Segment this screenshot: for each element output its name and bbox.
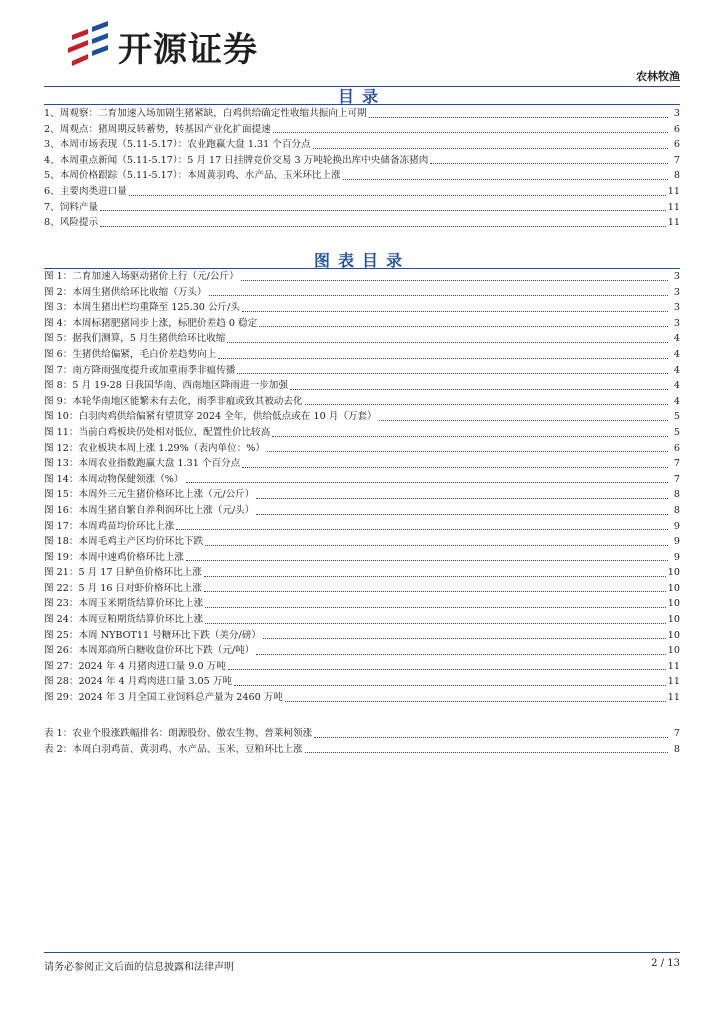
toc-entry[interactable] [44,200,680,216]
dot-leader [242,466,668,468]
toc-entry-number: 1、 [44,108,60,119]
figure-entry-number: 图 15： [44,489,79,501]
figure-entry-text[interactable]: 本周标猪肥猪同步上涨，标肥价差趋 0 稳定 [72,317,258,329]
figure-entry[interactable] [44,674,680,690]
figure-entry-number: 图 29： [44,692,79,704]
toc-title: 目录 [337,87,386,106]
figure-entry-text[interactable]: 白羽肉鸡供给偏紧有望贯穿 2024 全年，供给低点或在 10 月（万套） [78,411,377,423]
dot-leader [273,131,668,133]
figure-entry[interactable] [44,565,680,581]
toc-entry-number: 7、 [44,201,60,213]
toc-entry[interactable] [44,215,680,231]
figure-entry[interactable] [44,300,680,316]
figure-entry-text[interactable]: 当前白鸡板块仍处相对低位，配置性价比较高 [78,426,271,438]
figure-entry-page[interactable]: 3 [673,286,680,298]
figure-entry-text[interactable]: 本周动物保健领涨（%） [78,473,184,485]
figure-entry-page[interactable]: 9 [673,536,680,548]
toc-entry-page[interactable]: 8 [673,170,680,182]
figure-entry[interactable] [44,425,680,441]
figure-entry-page[interactable]: 8 [673,504,680,516]
figure-entry[interactable] [44,487,680,503]
table-entry-text[interactable]: 本周白羽鸡苗、黄羽鸡、水产品、玉米、豆粕环比上涨 [72,743,303,755]
brand-logo-icon [66,21,110,71]
figure-entry-page[interactable]: 10 [667,629,680,641]
figure-entry-page[interactable]: 3 [673,302,680,314]
dot-leader [256,513,668,515]
dot-leader [227,341,668,343]
toc-entry-number: 4、 [44,154,60,166]
figure-entry[interactable] [44,285,680,301]
figure-entry[interactable] [44,550,680,566]
figure-entry-page[interactable]: 6 [673,442,680,454]
dot-leader [314,736,668,738]
figure-entry-text[interactable]: 5 月 17 日鲈鱼价格环比上涨 [78,567,202,579]
dot-leader [176,528,668,530]
toc-entry-text[interactable]: 饲料产量 [59,201,99,213]
figure-entry-number: 图 22： [44,582,79,594]
figure-entry[interactable] [44,472,680,488]
figure-entry[interactable] [44,394,680,410]
figure-entry-number: 图 7： [44,364,73,376]
figure-entry[interactable] [44,596,680,612]
table-list [44,726,680,757]
dot-leader [241,279,668,281]
figure-entry-text[interactable]: 本周玉米期货结算价环比上涨 [78,598,204,610]
dot-leader [256,497,668,499]
dot-leader [285,700,666,702]
toc-entry[interactable] [44,122,680,138]
figure-entry-number: 图 4： [44,317,73,329]
figure-entry-text[interactable]: 2024 年 4 月猪肉进口量 9.0 万吨 [78,660,226,672]
figure-entry[interactable] [44,363,680,379]
toc-entry[interactable] [44,184,680,200]
toc-entry-number: 8、 [44,217,60,229]
figure-entry-page[interactable]: 10 [667,567,680,579]
figure-entry[interactable] [44,519,680,535]
dot-leader [256,653,665,655]
figure-entry-page[interactable]: 10 [667,645,680,657]
figure-entry[interactable] [44,643,680,659]
toc-entry-text[interactable]: 本周重点新闻（5.11-5.17）：5 月 17 日挂牌竞价交易 3 万吨轮换出库中央储备冻猪肉 [59,154,429,166]
dot-leader [379,419,668,421]
dot-leader [369,116,668,118]
figure-entry[interactable] [44,316,680,332]
dot-leader [234,684,666,686]
figure-entry-text[interactable]: 本周中速鸡价格环比上涨 [78,551,184,563]
figure-entry-page[interactable]: 3 [673,271,680,282]
table-entry-page[interactable]: 7 [673,728,680,739]
toc-entry[interactable] [44,168,680,184]
figure-entry-number: 图 26： [44,645,79,657]
dot-leader [305,751,668,753]
figure-entry-number: 图 1： [44,271,73,282]
toc-entry-text[interactable]: 周观点：猪周期反转蓄势，转基因产业化扩面提速 [59,123,271,135]
figure-entry-text[interactable]: 本周生猪自繁自养利润环比上涨（元/头） [78,504,255,516]
figure-entry[interactable] [44,690,680,706]
footer-disclaimer: 请务必参阅正文后面的信息披露和法律声明 [44,962,234,973]
figure-entry-text[interactable]: 生猪供给偏紧，毛白价差趋势向上 [72,348,217,360]
figure-entry-page[interactable]: 7 [673,473,680,485]
figure-entry-number: 图 18： [44,536,79,548]
dot-leader [237,372,668,374]
dot-leader [272,435,668,437]
dot-leader [263,637,666,639]
figure-entry-text[interactable]: 本周 NYBOT11 号糖环比下跌（美分/磅） [78,629,261,641]
figure-entry-number: 图 19： [44,551,79,563]
figure-entry-page[interactable]: 9 [673,520,680,532]
figure-entry-text[interactable]: 本周毛鸡主产区均价环比下跌 [78,536,204,548]
figure-entry[interactable] [44,378,680,394]
toc-entry-text[interactable]: 本周价格跟踪（5.11-5.17）：本周黄羽鸡、水产品、玉米环比上涨 [59,170,341,182]
figure-entry-text[interactable]: 南方降雨强度提升或加重雨季非瘟传播 [72,364,236,376]
figure-entry-text[interactable]: 本周豆粕期货结算价环比上涨 [78,614,204,626]
page-header [0,0,724,92]
figure-entry-number: 图 13： [44,458,79,470]
dot-leader [218,357,668,359]
figure-entry[interactable] [44,269,680,285]
toc-entry-page[interactable]: 11 [667,201,680,213]
figure-entry-page[interactable]: 11 [667,676,680,688]
figure-entry-number: 图 17： [44,520,79,532]
figure-entry-page[interactable]: 11 [667,692,680,704]
toc-entry-number: 6、 [44,185,60,197]
figure-entry-number: 图 2： [44,286,73,298]
figure-entry-number: 图 28： [44,676,79,688]
figure-entry-page[interactable]: 4 [673,348,680,360]
figure-entry-page[interactable]: 10 [667,614,680,626]
figure-entry-number: 图 12： [44,442,79,454]
figure-entry-text[interactable]: 本周农业指数跑赢大盘 1.31 个百分点 [78,458,241,470]
toc-entry-text[interactable]: 本周市场表现（5.11-5.17）：农业跑赢大盘 1.31 个百分点 [59,139,311,151]
figure-entry-number: 图 5： [44,333,73,345]
figure-entry-text[interactable]: 2024 年 4 月鸡肉进口量 3.05 万吨 [78,676,232,688]
dot-leader [205,606,666,608]
figure-entry-number: 图 27： [44,660,79,672]
dot-leader [290,388,668,390]
figure-entry-number: 图 3： [44,302,73,314]
toc-entry-page[interactable]: 3 [673,108,680,119]
figure-entry-text[interactable]: 2024 年 3 月全国工业饲料总产量为 2460 万吨 [78,692,283,704]
figure-entry[interactable] [44,628,680,644]
toc-entry-page[interactable]: 7 [673,154,680,166]
dot-leader [228,668,666,670]
figure-entry[interactable] [44,347,680,363]
dot-leader [305,403,668,405]
figure-entry-number: 图 6： [44,348,73,360]
table-entry-text[interactable]: 农业个股涨跌幅排名：朗源股份、傲农生物、普莱柯领涨 [72,728,313,739]
figure-entry-text[interactable]: 本周鸡苗均价环比上涨 [78,520,175,532]
toc-entry-page[interactable]: 6 [673,123,680,135]
figure-entry[interactable] [44,534,680,550]
figure-entry-page[interactable]: 4 [673,395,680,407]
figure-entry[interactable] [44,456,680,472]
figure-list [44,269,680,706]
dot-leader [343,178,668,180]
figure-entry-text[interactable]: 据我们测算，5 月生猪供给环比收缩 [72,333,226,345]
table-entry-number: 表 1： [44,728,73,739]
toc-entry[interactable] [44,153,680,169]
figure-entry[interactable] [44,581,680,597]
dot-leader [186,481,668,483]
toc-entry-number: 5、 [44,170,60,182]
figure-entry-number: 图 16： [44,504,79,516]
figure-entry-number: 图 23： [44,598,79,610]
figure-entry-page[interactable]: 4 [673,380,680,392]
toc-entry-text[interactable]: 主要肉类进口量 [59,185,127,197]
figure-entry-text[interactable]: 本周郑商所白糖收盘价环比下跌（元/吨） [78,645,255,657]
figure-entry-number: 图 9： [44,395,73,407]
figure-entry[interactable] [44,503,680,519]
figure-entry-text[interactable]: 5 月 16 日对虾价格环比上涨 [78,582,202,594]
figure-entry-page[interactable]: 8 [673,489,680,501]
figure-entry[interactable] [44,612,680,628]
figure-entry-text[interactable]: 本周外三元生猪价格环比上涨（元/公斤） [78,489,255,501]
figure-entry-text[interactable]: 二育加速入场驱动猪价上行（元/公斤） [72,271,239,282]
figure-entry-number: 图 10： [44,411,79,423]
dot-leader [209,294,668,296]
figure-entry-page[interactable]: 3 [673,317,680,329]
table-entry[interactable] [44,742,680,758]
figure-entry-number: 图 14： [44,473,79,485]
figures-title: 图表目录 [313,251,410,270]
brand-logo [66,20,258,72]
dot-leader [242,310,668,312]
figure-entry-text[interactable]: 本周生猪供给环比收缩（万头） [72,286,207,298]
figure-entry-page[interactable]: 9 [673,551,680,563]
dot-leader [267,450,668,452]
dot-leader [129,194,666,196]
toc-list [44,106,680,231]
figure-entry-page[interactable]: 10 [667,582,680,594]
toc-entry-number: 3、 [44,139,60,151]
toc-entry-page[interactable]: 6 [673,139,680,151]
table-entry[interactable] [44,726,680,742]
dot-leader [204,575,666,577]
toc-entry-page[interactable]: 11 [667,217,680,229]
dot-leader [205,622,666,624]
figure-entry-text[interactable]: 农业板块本周上涨 1.29%（表内单位：%） [78,442,266,454]
dot-leader [313,147,668,149]
dot-leader [205,544,668,546]
dot-leader [186,559,668,561]
figure-entry-number: 图 11： [44,426,79,438]
figure-entry-text[interactable]: 本周生猪出栏均重降至 125.30 公斤/头 [72,302,240,314]
toc-entry[interactable] [44,137,680,153]
toc-entry-text[interactable]: 周观察：二育加速入场加剧生猪紧缺，白鸡供给确定性收缩共振向上可期 [59,108,367,119]
figure-entry-page[interactable]: 10 [667,598,680,610]
toc-entry[interactable] [44,106,680,122]
dot-leader [204,590,666,592]
figure-entry-page[interactable]: 4 [673,364,680,376]
footer-divider [44,952,680,953]
figure-entry-number: 图 25： [44,629,79,641]
figure-entry[interactable] [44,409,680,425]
figure-entry-number: 图 24： [44,614,79,626]
figure-entry[interactable] [44,441,680,457]
figure-entry[interactable] [44,331,680,347]
figure-entry-page[interactable]: 4 [673,333,680,345]
toc-entry-number: 2、 [44,123,60,135]
dot-leader [430,162,668,164]
figure-entry-number: 图 21： [44,567,79,579]
toc-entry-text[interactable]: 风险提示 [59,217,99,229]
figure-entry[interactable] [44,659,680,675]
sector-label: 农林牧渔 [636,70,680,83]
figure-entry-number: 图 8： [44,380,73,392]
figure-entry-page[interactable]: 7 [673,458,680,470]
table-entry-page[interactable]: 8 [673,743,680,755]
brand-name: 开源证券 [118,29,258,70]
figure-entry-page[interactable]: 5 [673,411,680,423]
figure-entry-page[interactable]: 11 [667,660,680,672]
dot-leader [259,325,668,327]
figure-entry-page[interactable]: 5 [673,426,680,438]
toc-entry-page[interactable]: 11 [667,185,680,197]
page-indicator: 2 / 13 [651,958,680,969]
table-entry-number: 表 2： [44,743,73,755]
toc-title-divider [44,104,680,105]
dot-leader [100,209,666,211]
figure-entry-text[interactable]: 本轮华南地区能繁未有去化，雨季非瘟或致其被动去化 [72,395,303,407]
dot-leader [100,225,666,227]
figure-entry-text[interactable]: 5 月 19-28 日我国华南、西南地区降雨进一步加强 [72,380,288,392]
